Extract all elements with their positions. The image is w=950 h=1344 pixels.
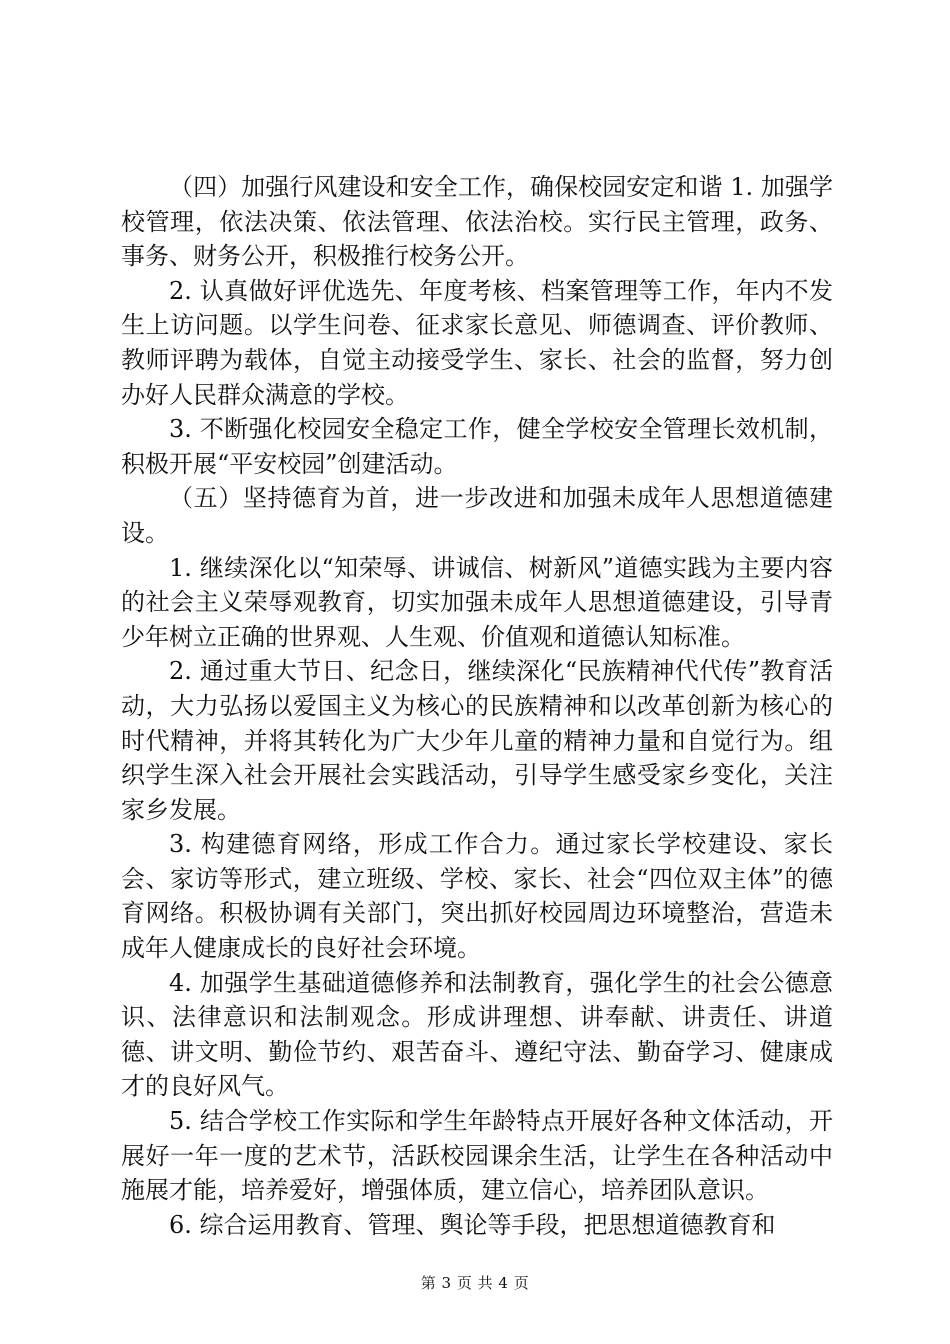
document-body [121,170,833,1242]
paragraph-item-2: 2. 认真做好评优选先、年度考核、档案管理等工作，年内不发生上访问题。以学生问卷、征求家长意见、师德调查、评价教师、教师评聘为载体，自觉主动接受学生、家长、社会的监督，努力创办好人民群众满意的学校。 [121,276,833,409]
paragraph-section-4: （四）加强行风建设和安全工作，确保校园安定和谐 1. 加强学校管理，依法决策、依法管理、依法治校。实行民主管理，政务、事务、财务公开，积极推行校务公开。 [121,173,833,271]
paragraph-item-2b: 2. 通过重大节日、纪念日，继续深化“民族精神代代传”教育活动，大力弘扬以爱国主义为核心的民族精神和以改革创新为核心的时代精神，并将其转化为广大少年儿童的精神力量和自觉行为。组织学生深入社会开展社会实践活动，引导学生感受家乡变化，关注家乡发展。 [121,657,833,824]
paragraph-item-6: 6. 综合运用教育、管理、舆论等手段，把思想道德教育和 [169,1210,776,1239]
paragraph-item-3b: 3. 构建德育网络，形成工作合力。通过家长学校建设、家长会、家访等形式，建立班级、学校、家长、社会“四位双主体”的德育网络。积极协调有关部门，突出抓好校园周边环境整治，营造未成年人健康成长的良好社会环境。 [121,830,833,963]
page-number-footer: 第 3 页 共 4 页 [420,1274,530,1292]
paragraph-item-3: 3. 不断强化校园安全稳定工作，健全学校安全管理长效机制，积极开展“平安校园”创建活动。 [121,415,833,478]
paragraph-item-4: 4. 加强学生基础道德修养和法制教育，强化学生的社会公德意识、法律意识和法制观念。形成讲理想、讲奉献、讲责任、讲道德、讲文明、勤俭节约、艰苦奋斗、遵纪守法、勤奋学习、健康成才的良好风气。 [121,968,833,1101]
paragraph-section-5: （五）坚持德育为首，进一步改进和加强未成年人思想道德建设。 [121,484,833,547]
paragraph-item-1: 1. 继续深化以“知荣辱、讲诚信、树新风”道德实践为主要内容的社会主义荣辱观教育，切实加强未成年人思想道德建设，引导青少年树立正确的世界观、人生观、价值观和道德认知标准。 [121,553,833,651]
paragraph-item-5: 5. 结合学校工作实际和学生年龄特点开展好各种文体活动，开展好一年一度的艺术节，活跃校园课余生活，让学生在各种活动中施展才能，培养爱好，增强体质，建立信心，培养团队意识。 [121,1107,833,1205]
